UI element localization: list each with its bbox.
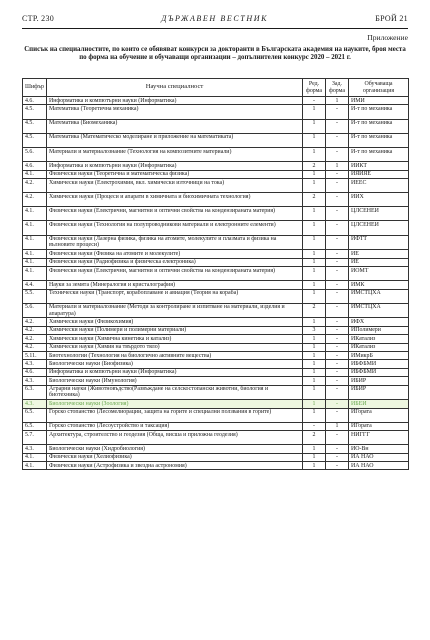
cell-part-time: -	[326, 343, 349, 351]
table-row	[23, 97, 409, 105]
header-rule	[22, 28, 408, 29]
cell-part-time: 1	[326, 162, 349, 170]
cell-part-time: -	[326, 133, 349, 147]
cell-code: 4.1.	[23, 207, 47, 221]
cell-code: 4.2.	[23, 343, 47, 351]
cell-organization: ИБФБМИ	[349, 360, 409, 368]
cell-part-time: -	[326, 360, 349, 368]
table-row	[23, 408, 409, 422]
cell-regular: 1	[303, 258, 326, 266]
cell-part-time: -	[326, 326, 349, 334]
cell-specialty: Математика (Математическо моделиране и приложение на математиката)	[47, 133, 303, 147]
cell-organization: ИКатализ	[349, 335, 409, 343]
cell-code: 6.5.	[23, 408, 47, 422]
table-body	[23, 97, 409, 470]
cell-code: 4.5.	[23, 105, 47, 119]
cell-specialty: Горско стопанство (Лесоустройство и таксация)	[47, 422, 303, 430]
cell-code: 4.2.	[23, 178, 47, 192]
table-header-row	[23, 79, 409, 97]
cell-organization: ИА НАО	[349, 462, 409, 470]
cell-specialty: Химически науки (Химична кинетика и катализ)	[47, 335, 303, 343]
table-row	[23, 235, 409, 250]
cell-part-time: -	[326, 408, 349, 422]
cell-organization: ИПолимери	[349, 326, 409, 334]
cell-specialty: Материали и материалознание (Технология на композитните материали)	[47, 147, 303, 161]
cell-regular: 1	[303, 400, 326, 408]
cell-part-time: -	[326, 318, 349, 326]
cell-organization: ИОМТ	[349, 267, 409, 281]
cell-part-time: -	[326, 289, 349, 303]
header-organization: Обучаваща организация	[349, 79, 409, 97]
cell-part-time: -	[326, 400, 349, 408]
cell-regular: 2	[303, 431, 326, 445]
cell-part-time: -	[326, 335, 349, 343]
cell-part-time: -	[326, 235, 349, 250]
cell-specialty: Физически науки (Астрофизика и звездна астрономия)	[47, 462, 303, 470]
cell-organization: ЦЛСЕНЕИ	[349, 221, 409, 235]
cell-part-time: -	[326, 119, 349, 133]
cell-specialty: Архитектура, строителство и геодезия (Обща, висша и приложна геодезия)	[47, 431, 303, 445]
cell-specialty: Технически науки (Транспорт, корабоплаване и авиация (Теория на кораба)	[47, 289, 303, 303]
cell-specialty: Биологически науки (Хидробиология)	[47, 445, 303, 453]
table-row	[23, 303, 409, 318]
table-row	[23, 193, 409, 207]
cell-organization: ИЯИЯЕ	[349, 170, 409, 178]
table-row	[23, 267, 409, 281]
cell-regular: 1	[303, 318, 326, 326]
cell-specialty: Физически науки (Хелиофизика)	[47, 453, 303, 461]
cell-code: 6.3.	[23, 385, 47, 400]
cell-specialty: Аграрни науки (Животновъдство(Развъждане на селскостопански животни, биология и биотехника)	[47, 385, 303, 400]
cell-part-time: -	[326, 147, 349, 161]
cell-regular: 1	[303, 221, 326, 235]
table-row	[23, 147, 409, 161]
cell-organization: ИЕЕС	[349, 178, 409, 192]
cell-specialty: Физически науки (Теоретична и математическа физика)	[47, 170, 303, 178]
cell-code: 4.5.	[23, 133, 47, 147]
cell-regular: 1	[303, 351, 326, 359]
cell-part-time: -	[326, 445, 349, 453]
specialties-table	[22, 78, 409, 470]
cell-part-time: -	[326, 267, 349, 281]
cell-part-time: 1	[326, 422, 349, 430]
cell-regular: 1	[303, 289, 326, 303]
cell-regular: 1	[303, 281, 326, 289]
table-row	[23, 289, 409, 303]
cell-part-time: -	[326, 105, 349, 119]
cell-part-time: -	[326, 258, 349, 266]
cell-specialty: Химически науки (Физикохимия)	[47, 318, 303, 326]
cell-code: 4.1.	[23, 235, 47, 250]
cell-organization: ИИХ	[349, 193, 409, 207]
cell-code: 4.2.	[23, 193, 47, 207]
cell-code: 4.3.	[23, 377, 47, 385]
cell-specialty: Химически науки (Електрохимия, вкл. химически източници на тока)	[47, 178, 303, 192]
cell-code: 6.5.	[23, 422, 47, 430]
cell-specialty: Информатика и компютърни науки (Информатика)	[47, 162, 303, 170]
cell-regular: 1	[303, 343, 326, 351]
cell-organization: И-т по механика	[349, 119, 409, 133]
cell-code: 5.6.	[23, 303, 47, 318]
table-row	[23, 119, 409, 133]
cell-code: 4.2.	[23, 318, 47, 326]
cell-specialty: Биологически науки (Имунология)	[47, 377, 303, 385]
document-title: Списък на специалностите, по които се обявяват конкурси за докторанти в Българската академия на науките, броя места по форма на обучение и обучаващи организации – допълнителен конкурс 2020 – 2021 г.	[24, 46, 406, 62]
cell-organization: И-т по механика	[349, 147, 409, 161]
cell-organization: ИФТТ	[349, 235, 409, 250]
table-row	[23, 462, 409, 470]
table-row	[23, 178, 409, 192]
cell-organization: ИА НАО	[349, 453, 409, 461]
table-row	[23, 360, 409, 368]
cell-organization: ИЕ	[349, 258, 409, 266]
cell-part-time: -	[326, 368, 349, 376]
cell-part-time: -	[326, 351, 349, 359]
cell-regular: -	[303, 422, 326, 430]
cell-regular: 1	[303, 267, 326, 281]
cell-specialty: Горско стопанство (Лесомелиорации, защита на горите и специални ползвания в горите)	[47, 408, 303, 422]
cell-organization: ИГората	[349, 408, 409, 422]
header-part-time: Зад. форма	[326, 79, 349, 97]
cell-organization: ИБИР	[349, 377, 409, 385]
cell-part-time: 1	[326, 97, 349, 105]
cell-code: 4.3.	[23, 360, 47, 368]
cell-regular: 1	[303, 408, 326, 422]
table-row	[23, 170, 409, 178]
cell-organization: И-т по механика	[349, 133, 409, 147]
cell-code: 5.7.	[23, 431, 47, 445]
table-row	[23, 250, 409, 258]
cell-organization: ИМК	[349, 281, 409, 289]
page-number: СТР. 230	[22, 14, 55, 23]
cell-specialty: Физически науки (Електрични, магнитни и оптични свойства на кондензираната материя)	[47, 267, 303, 281]
cell-organization: ЦЛСЕНЕИ	[349, 207, 409, 221]
cell-organization: ИИКТ	[349, 162, 409, 170]
cell-code: 4.1.	[23, 267, 47, 281]
cell-regular: 1	[303, 147, 326, 161]
cell-part-time: -	[326, 385, 349, 400]
cell-specialty: Науки за земята (Минералогия и кристалография)	[47, 281, 303, 289]
cell-regular: 3	[303, 326, 326, 334]
running-head	[22, 14, 408, 26]
cell-regular: 1	[303, 178, 326, 192]
cell-part-time: -	[326, 170, 349, 178]
cell-specialty: Информатика и компютърни науки (Информатика)	[47, 97, 303, 105]
cell-code: 4.1.	[23, 258, 47, 266]
appendix-label: Приложение	[367, 33, 408, 42]
cell-regular: 1	[303, 235, 326, 250]
cell-part-time: -	[326, 193, 349, 207]
cell-regular: 1	[303, 119, 326, 133]
header-code: Шифър	[23, 79, 47, 97]
cell-specialty: Материали и материалознание (Методи за контролиране и изпитване на материали, изделия и апаратура)	[47, 303, 303, 318]
cell-regular: 1	[303, 368, 326, 376]
cell-specialty: Химически науки (Процеси и апарати в химичната и биохимичната технология)	[47, 193, 303, 207]
cell-specialty: Физически науки (Физика на атомите и молекулите)	[47, 250, 303, 258]
cell-part-time: -	[326, 221, 349, 235]
table-row	[23, 207, 409, 221]
cell-regular: 1	[303, 335, 326, 343]
table-row	[23, 258, 409, 266]
cell-organization: ИГората	[349, 422, 409, 430]
table-row	[23, 351, 409, 359]
cell-organization: НИГГГ	[349, 431, 409, 445]
header-specialty: Научна специалност	[47, 79, 303, 97]
cell-specialty: Физически науки (Електрични, магнитни и оптични свойства на кондензираната материя)	[47, 207, 303, 221]
cell-code: 4.6.	[23, 162, 47, 170]
cell-specialty: Математика (Биомеханика)	[47, 119, 303, 133]
cell-code: 5.5.	[23, 289, 47, 303]
table-row	[23, 385, 409, 400]
cell-part-time: -	[326, 281, 349, 289]
table-row	[23, 431, 409, 445]
cell-organization: ИЕ	[349, 250, 409, 258]
cell-code: 5.6.	[23, 147, 47, 161]
cell-specialty: Биологически науки (Биофизика)	[47, 360, 303, 368]
cell-organization: ИМИ	[349, 97, 409, 105]
cell-code: 4.1.	[23, 250, 47, 258]
cell-regular: 2	[303, 303, 326, 318]
table-row	[23, 281, 409, 289]
cell-specialty: Информатика и компютърни науки (Информатика)	[47, 368, 303, 376]
cell-organization: ИМСТЦХА	[349, 289, 409, 303]
cell-regular: 1	[303, 462, 326, 470]
header-regular: Ред. форма	[303, 79, 326, 97]
cell-regular: 1	[303, 360, 326, 368]
cell-part-time: -	[326, 178, 349, 192]
cell-organization: ИФХ	[349, 318, 409, 326]
cell-specialty: Физически науки (Лазерна физика, физика на атомите, молекулите и плазмата и физика на вълновите процеси)	[47, 235, 303, 250]
cell-specialty: Физически науки (Радиофизика и физическа електроника)	[47, 258, 303, 266]
cell-regular: 1	[303, 250, 326, 258]
cell-organization: ИКатализ	[349, 343, 409, 351]
cell-code: 4.6.	[23, 97, 47, 105]
cell-regular: 1	[303, 170, 326, 178]
cell-code: 4.1.	[23, 453, 47, 461]
cell-code: 4.3.	[23, 400, 47, 408]
table-row	[23, 377, 409, 385]
table-row	[23, 422, 409, 430]
cell-organization: ИМСТЦХА	[349, 303, 409, 318]
table-row	[23, 368, 409, 376]
cell-regular: 1	[303, 105, 326, 119]
cell-regular: -	[303, 97, 326, 105]
issue-number: БРОЙ 21	[375, 14, 408, 23]
table-row	[23, 221, 409, 235]
cell-organization: ИО-Вн	[349, 445, 409, 453]
journal-name: ДЪРЖАВЕН ВЕСТНИК	[161, 14, 269, 23]
cell-organization: ИМикрБ	[349, 351, 409, 359]
table-row	[23, 400, 409, 408]
cell-code: 4.1.	[23, 170, 47, 178]
cell-regular: 1	[303, 133, 326, 147]
cell-organization: ИБЕИ	[349, 400, 409, 408]
cell-part-time: -	[326, 250, 349, 258]
cell-code: 4.3.	[23, 445, 47, 453]
cell-code: 5.11.	[23, 351, 47, 359]
table-row	[23, 133, 409, 147]
cell-regular: 1	[303, 377, 326, 385]
cell-specialty: Математика (Теоретична механика)	[47, 105, 303, 119]
table-row	[23, 105, 409, 119]
cell-regular: 1	[303, 385, 326, 400]
table-row	[23, 162, 409, 170]
cell-regular: 2	[303, 193, 326, 207]
cell-regular: 1	[303, 453, 326, 461]
table-row	[23, 335, 409, 343]
cell-code: 4.6.	[23, 368, 47, 376]
cell-specialty: Биологически науки (Зоология)	[47, 400, 303, 408]
cell-code: 4.2.	[23, 326, 47, 334]
cell-specialty: Физически науки (Технология на полупроводникови материали и електронните елементи)	[47, 221, 303, 235]
table-row	[23, 326, 409, 334]
table-row	[23, 343, 409, 351]
cell-organization: И-т по механика	[349, 105, 409, 119]
cell-part-time: -	[326, 462, 349, 470]
cell-specialty: Химически науки (Химия на твърдото тяло)	[47, 343, 303, 351]
cell-regular: 1	[303, 445, 326, 453]
cell-specialty: Химически науки (Полимери и полимерни материали)	[47, 326, 303, 334]
cell-code: 4.1.	[23, 221, 47, 235]
cell-organization: ИБИР	[349, 385, 409, 400]
cell-part-time: -	[326, 453, 349, 461]
table-row	[23, 318, 409, 326]
table-row	[23, 453, 409, 461]
cell-part-time: -	[326, 303, 349, 318]
cell-part-time: -	[326, 431, 349, 445]
cell-regular: 2	[303, 162, 326, 170]
cell-part-time: -	[326, 377, 349, 385]
cell-code: 4.1.	[23, 462, 47, 470]
cell-specialty: Биотехнологии (Технология на биологично активните вещества)	[47, 351, 303, 359]
table-row	[23, 445, 409, 453]
cell-code: 4.2.	[23, 335, 47, 343]
cell-code: 4.4.	[23, 281, 47, 289]
cell-organization: ИБФБМИ	[349, 368, 409, 376]
cell-code: 4.5.	[23, 119, 47, 133]
cell-part-time: -	[326, 207, 349, 221]
cell-regular: 1	[303, 207, 326, 221]
